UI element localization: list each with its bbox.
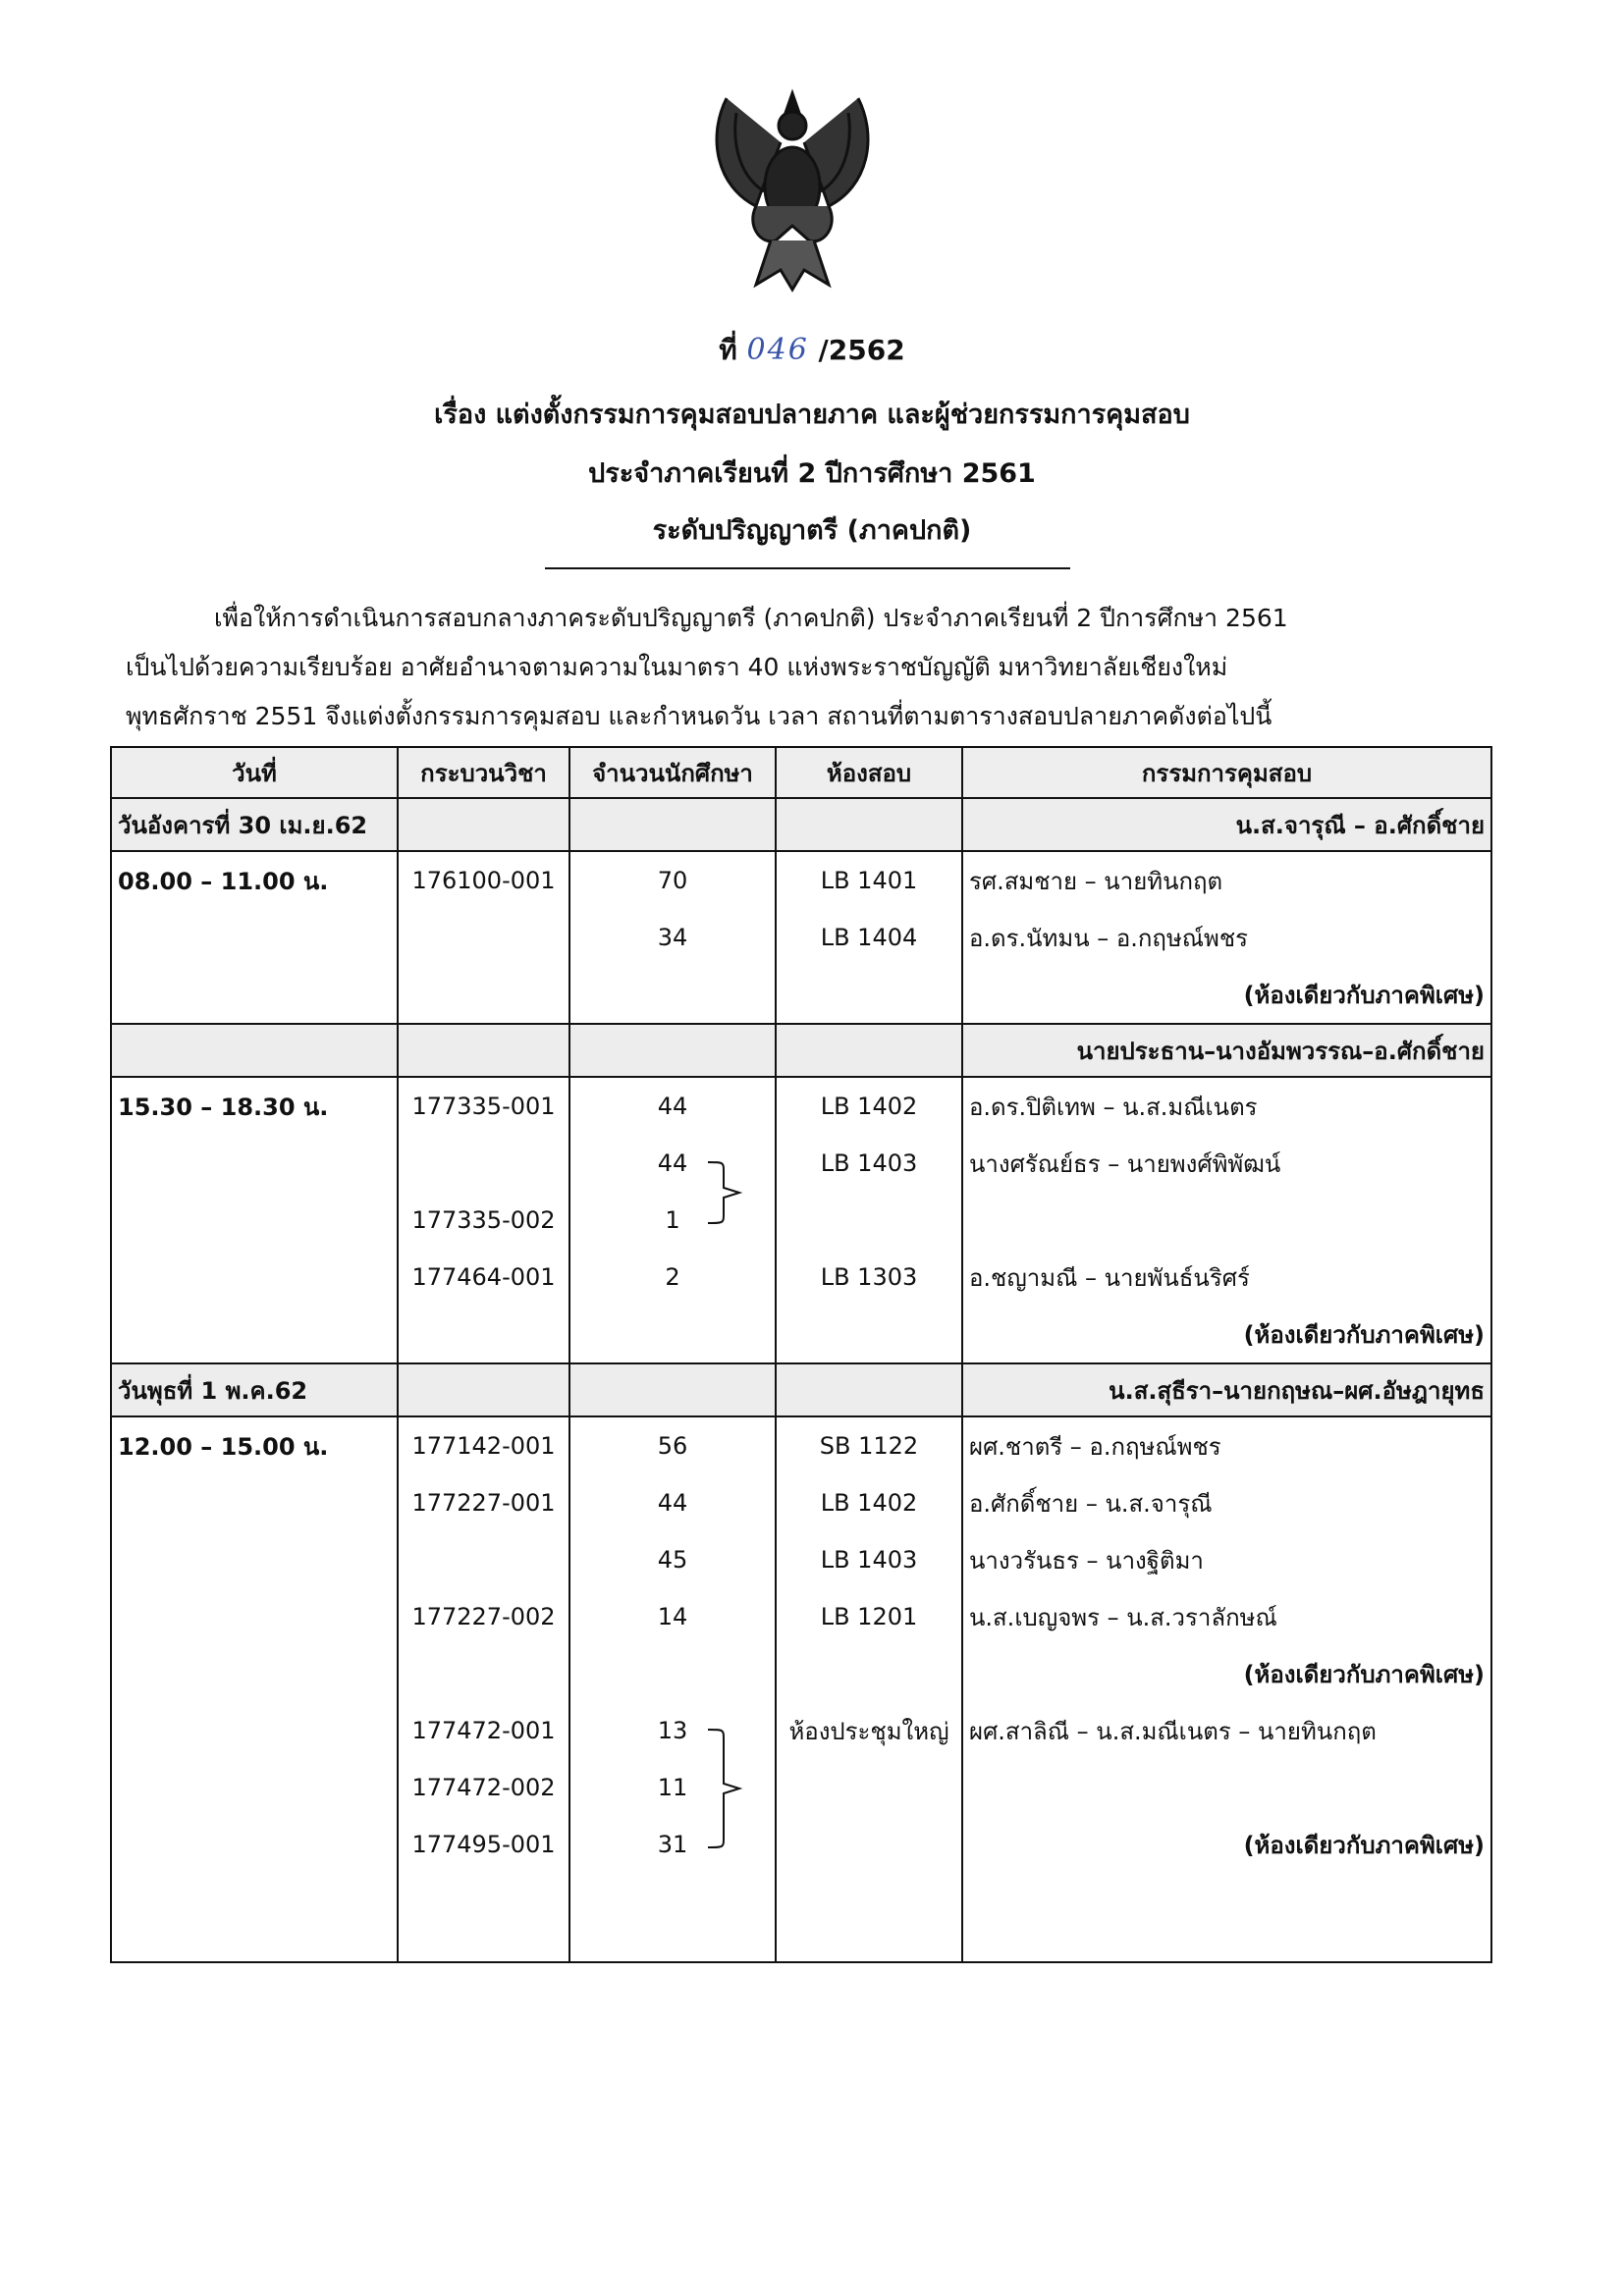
exam-room: LB 1403 — [776, 1531, 962, 1588]
body-line-1: เพื่อให้การดำเนินการสอบกลางภาคระดับปริญญาตรี (ภาคปกติ) ประจำภาคเรียนที่ 2 ปีการศึกษา 2561 — [214, 604, 1288, 632]
table-row — [111, 1702, 1491, 1759]
course-code: 177335-002 — [398, 1192, 569, 1249]
student-count: 45 — [569, 1531, 776, 1588]
header-date: วันที่ — [111, 747, 398, 798]
student-count: 56 — [569, 1416, 776, 1474]
proctors: ผศ.ชาตรี – อ.กฤษณ์พชร — [962, 1416, 1491, 1474]
table-row — [111, 1531, 1491, 1588]
student-count: 14 — [569, 1588, 776, 1645]
course-code: 177142-001 — [398, 1416, 569, 1474]
body-line-2: เป็นไปด้วยความเรียบร้อย อาศัยอำนาจตามความในมาตรา 40 แห่งพระราชบัญญัติ มหาวิทยาลัยเชียงใหม่ — [126, 653, 1228, 681]
header-students: จำนวนนักศึกษา — [569, 747, 776, 798]
proctors: อ.ศักดิ์ชาย – น.ส.จารุณี — [962, 1474, 1491, 1531]
body-paragraph — [126, 594, 1392, 741]
group-head-proctors: น.ส.จารุณี – อ.ศักดิ์ชาย — [962, 798, 1491, 851]
group-head-proctors: น.ส.สุธีรา–นายกฤษณ–ผศ.อัษฎายุทธ — [962, 1363, 1491, 1416]
exam-room: LB 1403 — [776, 1135, 962, 1192]
proctors: น.ส.เบญจพร – น.ส.วราลักษณ์ — [962, 1588, 1491, 1645]
garuda-emblem — [687, 79, 898, 304]
table-row — [111, 1306, 1491, 1363]
same-room-note: (ห้องเดียวกับภาคพิเศษ) — [962, 1816, 1491, 1873]
student-count — [569, 1702, 776, 1759]
exam-time: 12.00 – 15.00 น. — [111, 1416, 398, 1474]
course-code: 176100-001 — [398, 851, 569, 909]
header-room: ห้องสอบ — [776, 747, 962, 798]
proctors: อ.ดร.นัทมน – อ.กฤษณ์พชร — [962, 909, 1491, 966]
student-count-value: 13 — [657, 1717, 688, 1744]
student-count: 1 — [569, 1192, 776, 1249]
table-row — [111, 1759, 1491, 1816]
course-code: 177472-001 — [398, 1702, 569, 1759]
table-row — [111, 1077, 1491, 1135]
student-count: 70 — [569, 851, 776, 909]
same-room-note: (ห้องเดียวกับภาคพิเศษ) — [962, 1645, 1491, 1702]
proctors: อ.ดร.ปิติเทพ – น.ส.มณีเนตร — [962, 1077, 1491, 1135]
student-count: 44 — [569, 1077, 776, 1135]
student-count: 44 — [569, 1474, 776, 1531]
course-code: 177227-001 — [398, 1474, 569, 1531]
doc-no-prefix: ที่ — [719, 334, 737, 366]
group-row — [111, 798, 1491, 851]
exam-room: LB 1303 — [776, 1249, 962, 1306]
table-row — [111, 851, 1491, 909]
group-head-proctors: นายประธาน–นางอัมพวรรณ–อ.ศักดิ์ชาย — [962, 1024, 1491, 1077]
table-row — [111, 1474, 1491, 1531]
proctors: ผศ.สาลิณี – น.ส.มณีเนตร – นายทินกฤต — [962, 1702, 1491, 1759]
student-count-value: 44 — [657, 1149, 688, 1177]
table-row — [111, 909, 1491, 966]
group-date: วันพุธที่ 1 พ.ค.62 — [111, 1363, 398, 1416]
course-code: 177464-001 — [398, 1249, 569, 1306]
subject-line-1: เรื่อง แต่งตั้งกรรมการคุมสอบปลายภาค และผู้ช่วยกรรมการคุมสอบ — [434, 400, 1190, 430]
exam-room: ห้องประชุมใหญ่ — [776, 1702, 962, 1759]
proctors: อ.ชญามณี – นายพันธ์นริศร์ — [962, 1249, 1491, 1306]
header-course: กระบวนวิชา — [398, 747, 569, 798]
exam-room: LB 1404 — [776, 909, 962, 966]
table-row — [111, 1416, 1491, 1474]
table-row — [111, 1816, 1491, 1873]
exam-room: LB 1402 — [776, 1474, 962, 1531]
subject-line-3: ระดับปริญญาตรี (ภาคปกติ) — [652, 515, 972, 546]
exam-room: LB 1402 — [776, 1077, 962, 1135]
table-row — [111, 1645, 1491, 1702]
document-number — [0, 329, 1624, 372]
student-count: 34 — [569, 909, 776, 966]
exam-room: LB 1401 — [776, 851, 962, 909]
course-code: 177227-002 — [398, 1588, 569, 1645]
doc-no-suffix: /2562 — [818, 334, 905, 366]
student-count — [569, 1135, 776, 1192]
group-date: วันอังคารที่ 30 เม.ย.62 — [111, 798, 398, 851]
table-row — [111, 1135, 1491, 1192]
group-row — [111, 1024, 1491, 1077]
table-row — [111, 966, 1491, 1024]
exam-room: SB 1122 — [776, 1416, 962, 1474]
same-room-note: (ห้องเดียวกับภาคพิเศษ) — [962, 966, 1491, 1024]
table-header-row — [111, 747, 1491, 798]
exam-time: 15.30 – 18.30 น. — [111, 1077, 398, 1135]
exam-room: LB 1201 — [776, 1588, 962, 1645]
exam-schedule-table — [110, 746, 1492, 1963]
student-count: 11 — [569, 1759, 776, 1816]
doc-no-handwritten: 046 — [746, 333, 809, 367]
proctors: นางศรัณย์ธร – นายพงศ์พิพัฒน์ — [962, 1135, 1491, 1192]
student-count: 2 — [569, 1249, 776, 1306]
group-date — [111, 1024, 398, 1077]
table-bottom-spacer — [111, 1873, 1491, 1962]
table-row — [111, 1249, 1491, 1306]
course-code: 177472-002 — [398, 1759, 569, 1816]
group-row — [111, 1363, 1491, 1416]
subject-line-2: ประจำภาคเรียนที่ 2 ปีการศึกษา 2561 — [588, 458, 1036, 489]
course-code: 177335-001 — [398, 1077, 569, 1135]
title-rule — [545, 567, 1070, 569]
table-row — [111, 1192, 1491, 1249]
proctors: นางวรันธร – นางฐิติมา — [962, 1531, 1491, 1588]
body-line-3: พุทธศักราช 2551 จึงแต่งตั้งกรรมการคุมสอบ และกำหนดวัน เวลา สถานที่ตามตารางสอบปลายภาคดังต่อไปนี้ — [126, 702, 1272, 730]
course-code: 177495-001 — [398, 1816, 569, 1873]
header-proctors: กรรมการคุมสอบ — [962, 747, 1491, 798]
exam-time: 08.00 – 11.00 น. — [111, 851, 398, 909]
student-count: 31 — [569, 1816, 776, 1873]
table-row — [111, 1588, 1491, 1645]
proctors: รศ.สมชาย – นายทินกฤต — [962, 851, 1491, 909]
same-room-note: (ห้องเดียวกับภาคพิเศษ) — [962, 1306, 1491, 1363]
